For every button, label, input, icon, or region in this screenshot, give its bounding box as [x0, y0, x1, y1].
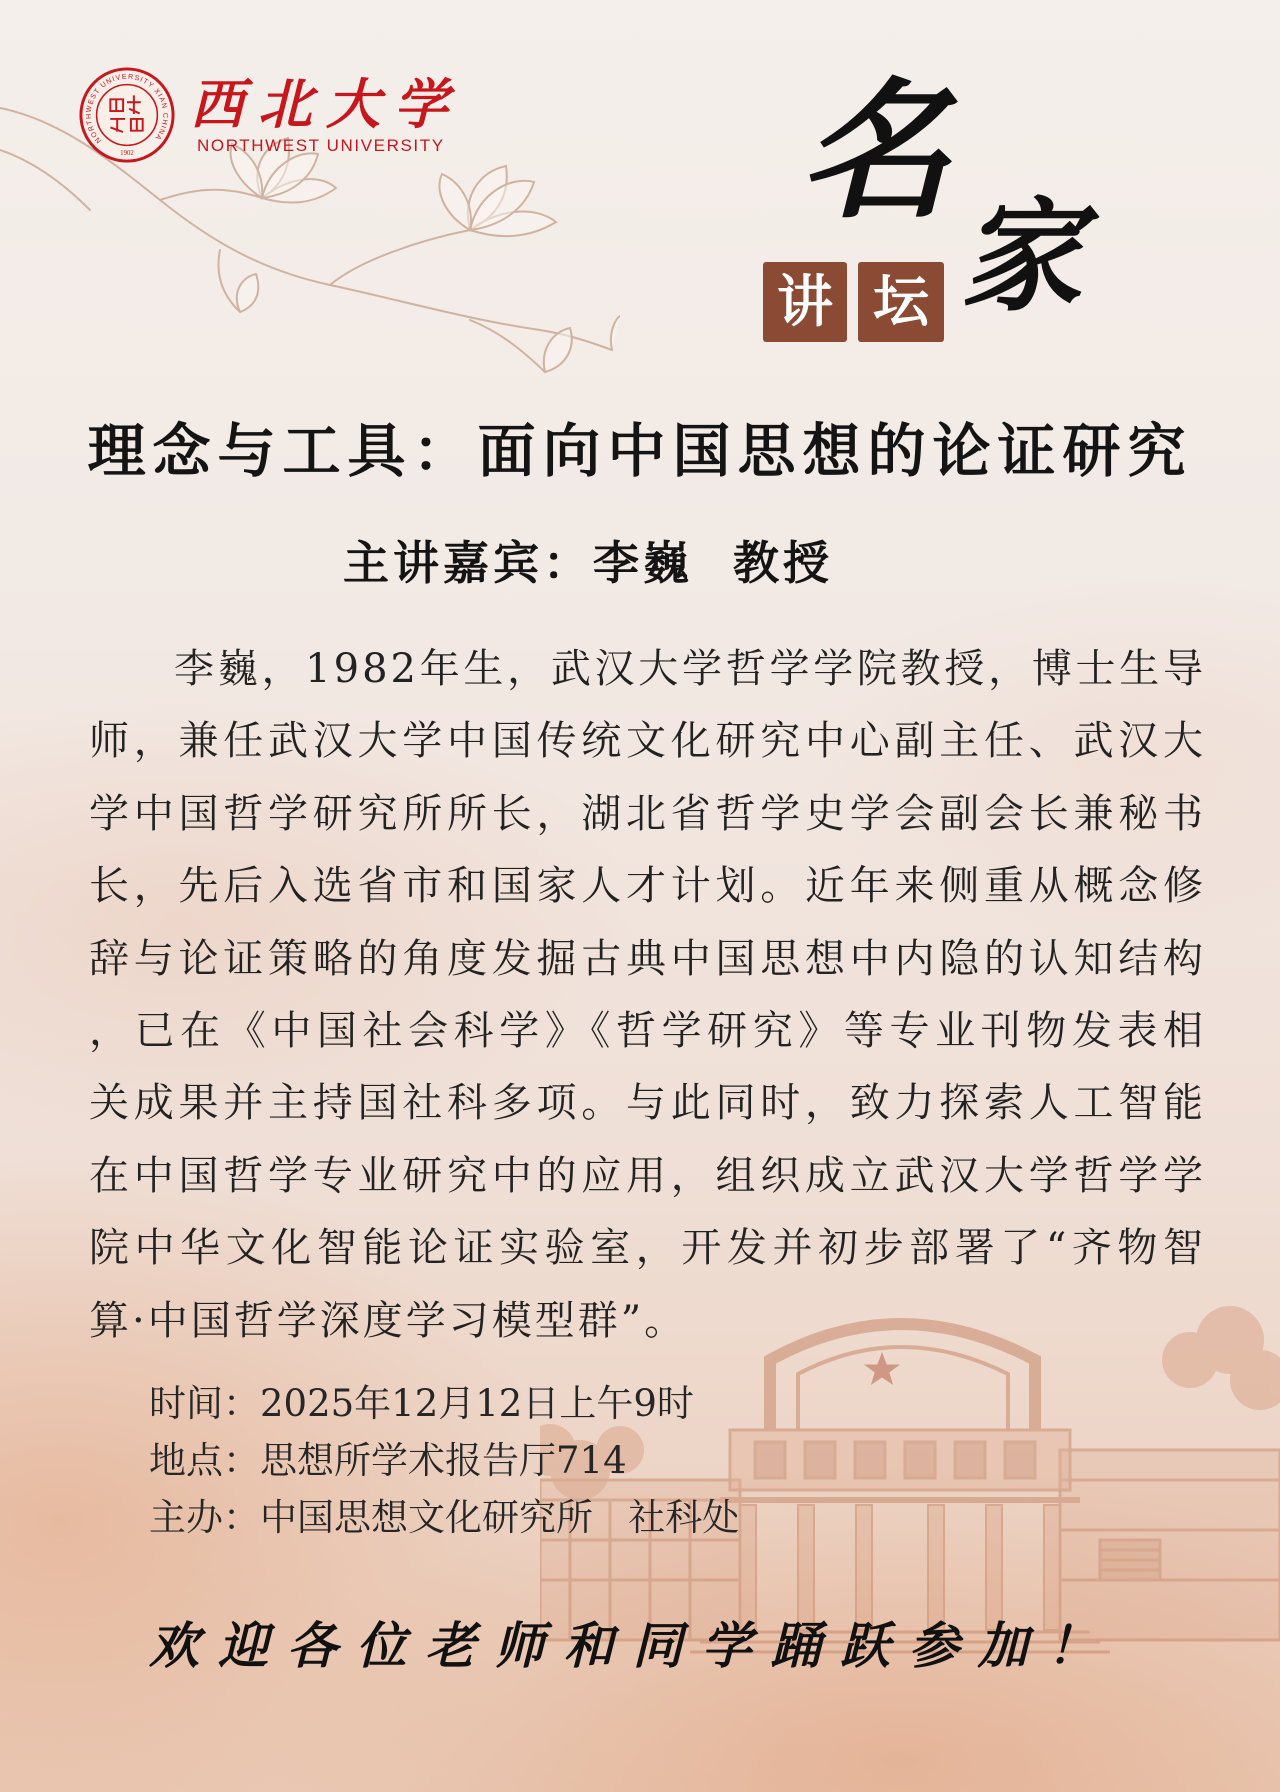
event-info [149, 1375, 739, 1546]
star-icon [864, 1352, 900, 1385]
speaker-bio [89, 633, 1206, 1357]
bio-line: 学中国哲学研究所所长，湖北省哲学史学会副会长兼秘书 [89, 790, 1206, 837]
bio-line: ，已在《中国社会科学》《哲学研究》等专业刊物发表相 [89, 1007, 1206, 1054]
speaker-line: 主讲嘉宾：李巍 教授 [343, 536, 834, 590]
info-place-value: 思想所学术报告厅714 [260, 1439, 627, 1482]
seal-ring-text: NORTHWEST UNIVERSITY XIAN CHINA [85, 73, 169, 145]
bio-line: 关成果并主持国社科多项。与此同时，致力探索人工智能 [89, 1080, 1206, 1127]
bio-line: 长，先后入选省市和国家人才计划。近年来侧重从概念修 [89, 863, 1206, 910]
branch-twig [0, 150, 90, 210]
branch-twig [330, 230, 470, 285]
building-main-block [720, 1430, 1080, 1500]
branch-twig [160, 190, 262, 200]
magnolia-bud [611, 316, 620, 350]
series-box-jiang: 讲 [763, 262, 847, 342]
bio-line: 院中华文化智能论证实验室，开发并初步部署了“齐物智 [89, 1225, 1206, 1272]
university-name-en: NORTHWEST UNIVERSITY [197, 136, 445, 155]
bio-line: 在中国哲学专业研究中的应用，组织成立武汉大学哲学学 [89, 1152, 1206, 1199]
university-name-cn: 西北大学 [190, 72, 462, 136]
welcome-message: 欢迎各位老师和同学踊跃参加！ [149, 1616, 1109, 1675]
info-time-label: 时间： [149, 1382, 260, 1425]
lecture-title: 理念与工具：面向中国思想的论证研究 [87, 417, 1193, 485]
info-place-label: 地点： [149, 1439, 260, 1482]
magnolia-bud [237, 274, 258, 312]
magnolia-bud [544, 328, 572, 372]
info-host [149, 1489, 739, 1546]
bio-line: 李巍，1982年生，武汉大学哲学学院教授，博士生导 [174, 646, 1206, 692]
bio-line: 师，兼任武汉大学中国传统文化研究中心副主任、武汉大 [89, 718, 1206, 765]
info-time-value: 2025年12月12日上午9时 [260, 1382, 694, 1425]
bio-line: 辞与论证策略的角度发掘古典中国思想中内隐的认知结构 [89, 935, 1206, 982]
series-char-ming: 名 [800, 63, 951, 239]
info-host-label: 主办： [149, 1496, 260, 1539]
magnolia-flower [440, 166, 556, 236]
info-place [149, 1432, 739, 1489]
seal-outer-ring [81, 69, 173, 161]
university-seal-logo [78, 66, 176, 164]
seal-year: 1902 [120, 150, 134, 158]
info-time [149, 1375, 739, 1432]
series-char-jia: 家 [960, 184, 1082, 328]
info-host-value: 中国思想文化研究所 社科处 [260, 1496, 740, 1539]
branch-twig [470, 320, 545, 372]
bio-line: 算·中国哲学深度学习模型群”。 [89, 1297, 688, 1344]
series-box-tan: 坛 [858, 262, 944, 342]
